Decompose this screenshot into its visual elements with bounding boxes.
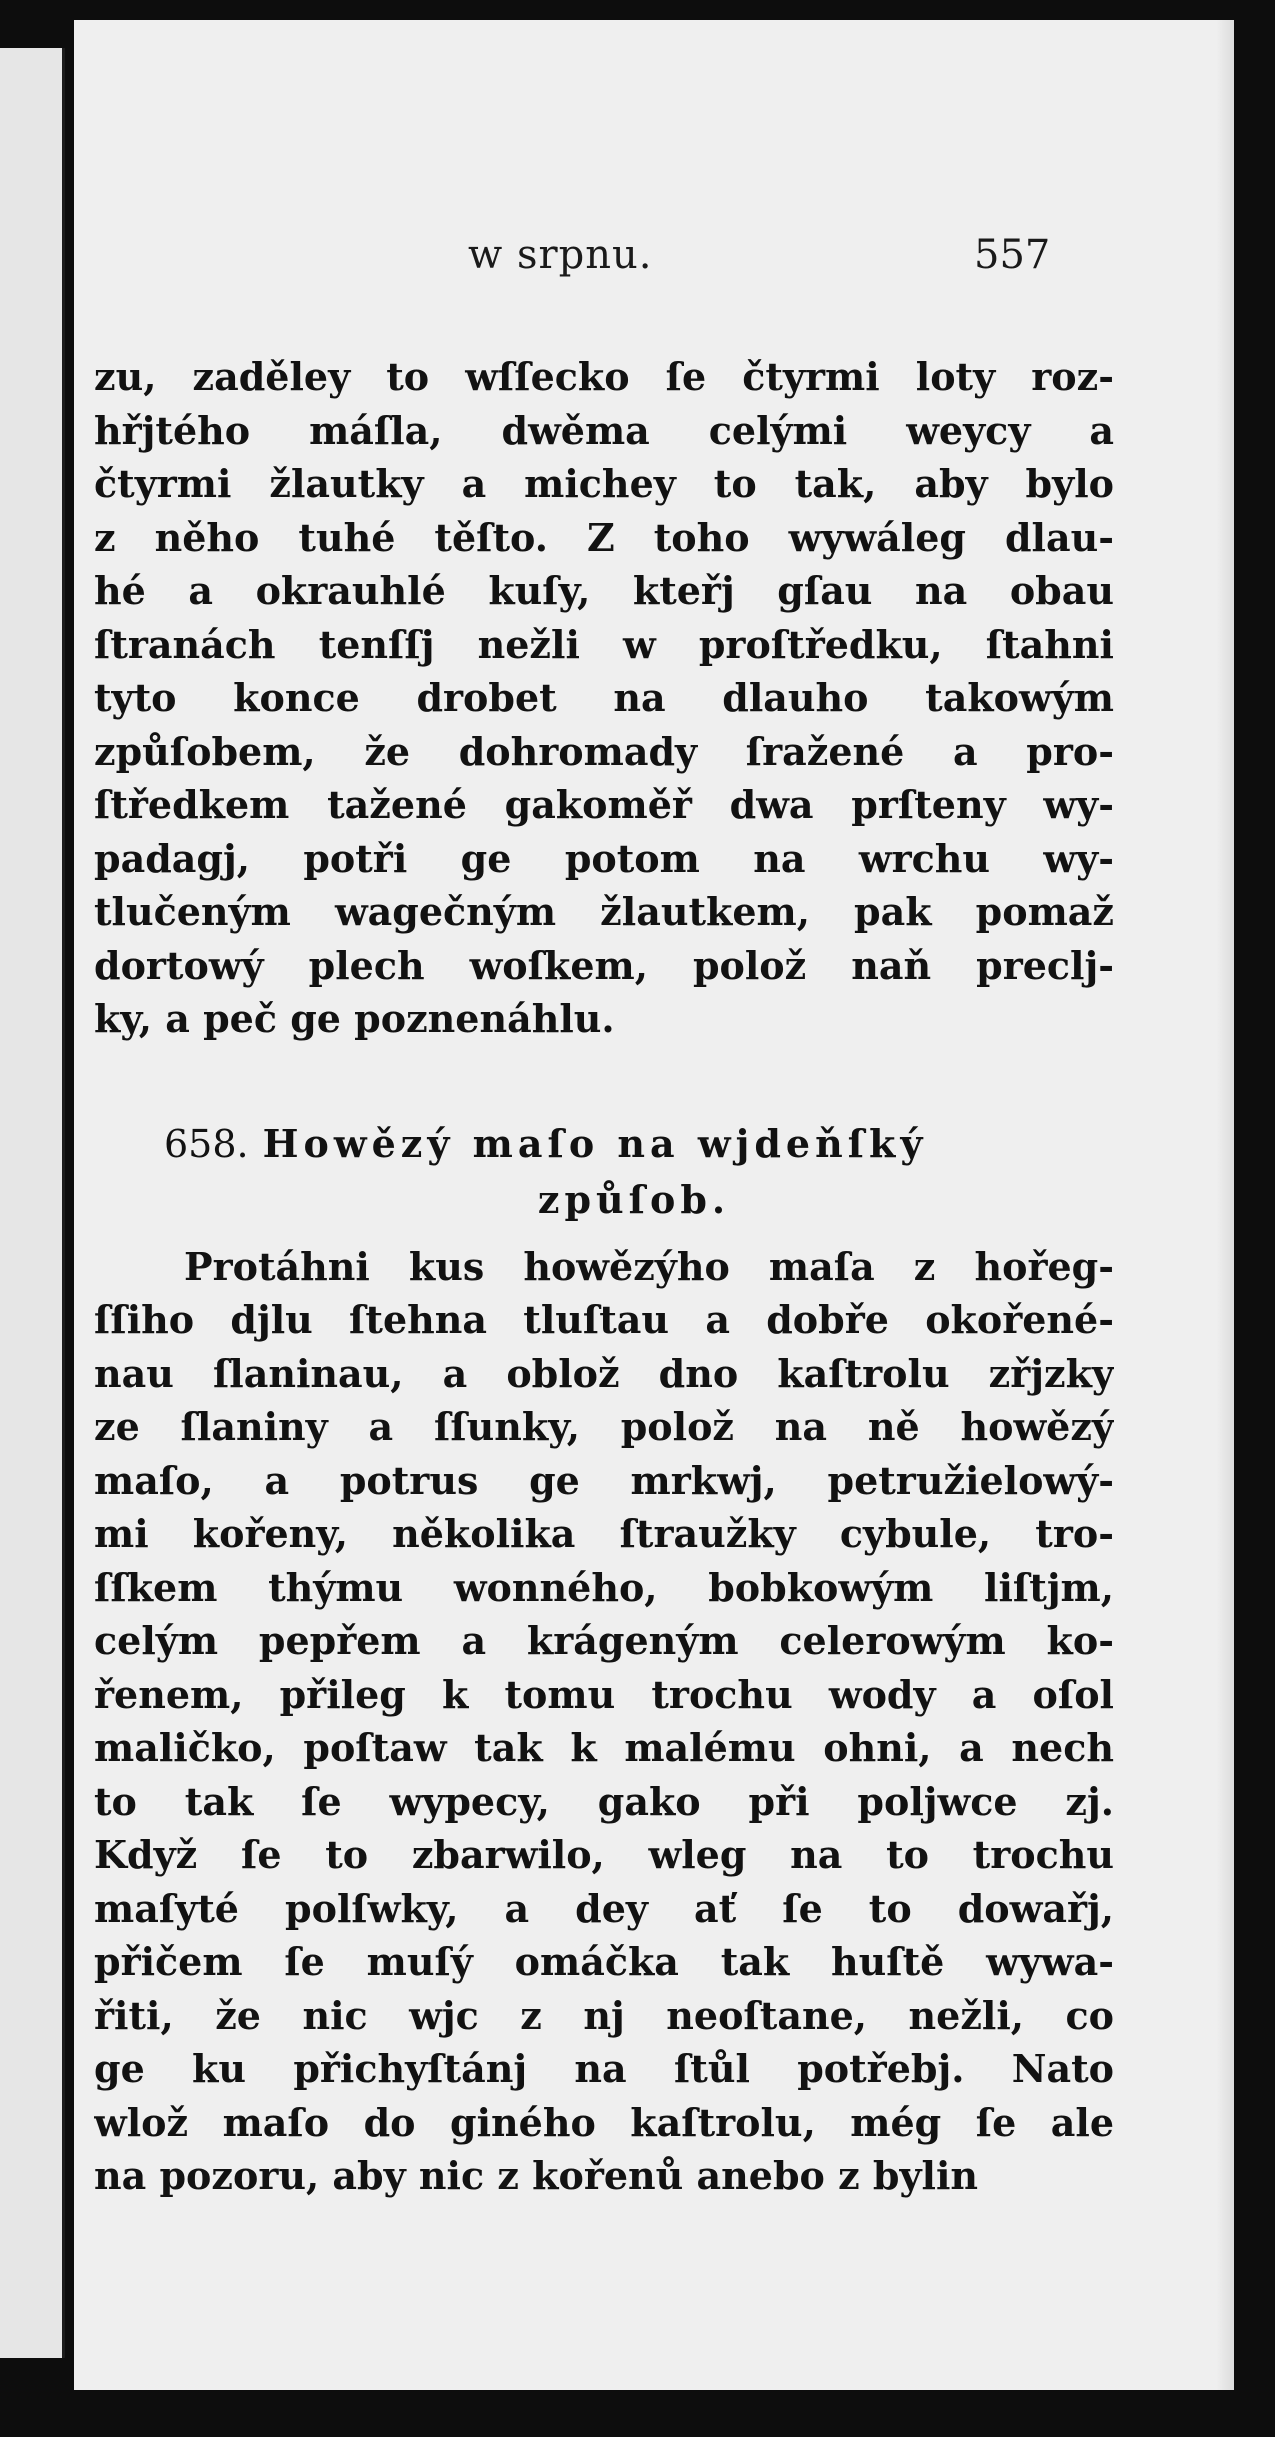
- text-line: wlož maſo do giného kaſtrolu, még ſe ale: [94, 2099, 1114, 2145]
- text-line: způſobem, že dohromady ſražené a pro-: [94, 728, 1114, 774]
- book-page: [74, 20, 1234, 2390]
- text-line: ſſiho djlu ſtehna tluſtau a dobře okořené-: [94, 1297, 1114, 1342]
- recipe-paragraph: [94, 1240, 1114, 2203]
- text-line: to tak ſe wypecy, gako při poljwce zj.: [94, 1778, 1114, 1824]
- text-line: ſſkem thýmu wonného, bobkowým liſtjm,: [94, 1564, 1114, 1610]
- text-line: ze ſlaniny a ſſunky, polož na ně howězý: [94, 1404, 1114, 1449]
- text-line: nau ſlaninau, a oblož dno kaſtrolu zřjzky: [94, 1350, 1114, 1396]
- text-line: ky, a peč ge poznenáhlu.: [94, 996, 615, 1041]
- text-line: čtyrmi žlautky a michey to tak, aby bylo: [94, 461, 1114, 506]
- text-line: ſtranách tenſſj nežli w proſtředku, ſtahni: [94, 621, 1114, 667]
- text-line: přičem ſe muſý omáčka tak huſtě wywa-: [94, 1939, 1114, 1984]
- paragraph-continuation: [94, 350, 1114, 1046]
- text-line: mi kořeny, několika ſtraužky cybule, tro-: [94, 1511, 1114, 1556]
- previous-page-edge: [0, 48, 65, 2358]
- text-line: ſtředkem tažené gakoměř dwa prſteny wy-: [94, 782, 1114, 827]
- text-line: padagj, potři ge potom na wrchu wy-: [94, 835, 1114, 881]
- recipe-number: 658.: [164, 1121, 249, 1166]
- recipe-heading-line-1: [94, 1116, 1114, 1172]
- recipe-heading: [94, 1116, 1114, 1236]
- text-line: řenem, přileg k tomu trochu wody a oſol: [94, 1671, 1114, 1717]
- recipe-heading-line-2: způſob.: [537, 1176, 731, 1222]
- text-line: Když ſe to zbarwilo, wleg na to trochu: [94, 1832, 1114, 1877]
- text-line: hé a okrauhlé kuſy, kteřj gſau na obau: [94, 568, 1114, 613]
- running-head-title: w srpnu.: [468, 232, 653, 278]
- text-line: řiti, že nic wjc z nj neoſtane, nežli, co: [94, 1992, 1114, 2038]
- page-shading: [1216, 20, 1234, 2390]
- page-number: 557: [974, 232, 1051, 278]
- text-line: Protáhni kus howězýho maſa z hořeg-: [184, 1243, 1114, 1289]
- body-text: [94, 350, 1114, 2203]
- text-line: tyto konce drobet na dlauho takowým: [94, 675, 1114, 720]
- text-line: na pozoru, aby nic z kořenů anebo z bylin: [94, 2153, 979, 2198]
- text-line: tlučeným wagečným žlautkem, pak pomaž: [94, 889, 1114, 934]
- text-line: maſyté polſwky, a dey ať ſe to dowařj,: [94, 1885, 1114, 1931]
- text-line: maličko, poſtaw tak k malému ohni, a nech: [94, 1725, 1114, 1770]
- running-head: [74, 232, 1234, 292]
- text-line: zu, zaděley to wſſecko ſe čtyrmi loty roz-: [94, 354, 1114, 399]
- recipe-title: Howězý maſo na wjdeňſký: [262, 1120, 928, 1166]
- text-line: hřjtého máſla, dwěma celými weycy a: [94, 407, 1114, 453]
- text-line: ge ku přichyſtánj na ſtůl potřebj. Nato: [94, 2046, 1114, 2091]
- text-line: z něho tuhé těſto. Z toho wywáleg dlau-: [94, 514, 1114, 560]
- text-line: maſo, a potrus ge mrkwj, petružielowý-: [94, 1457, 1114, 1503]
- text-line: dortowý plech woſkem, polož naň preclj-: [94, 942, 1114, 988]
- text-line: celým pepřem a krágeným celerowým ko-: [94, 1618, 1114, 1663]
